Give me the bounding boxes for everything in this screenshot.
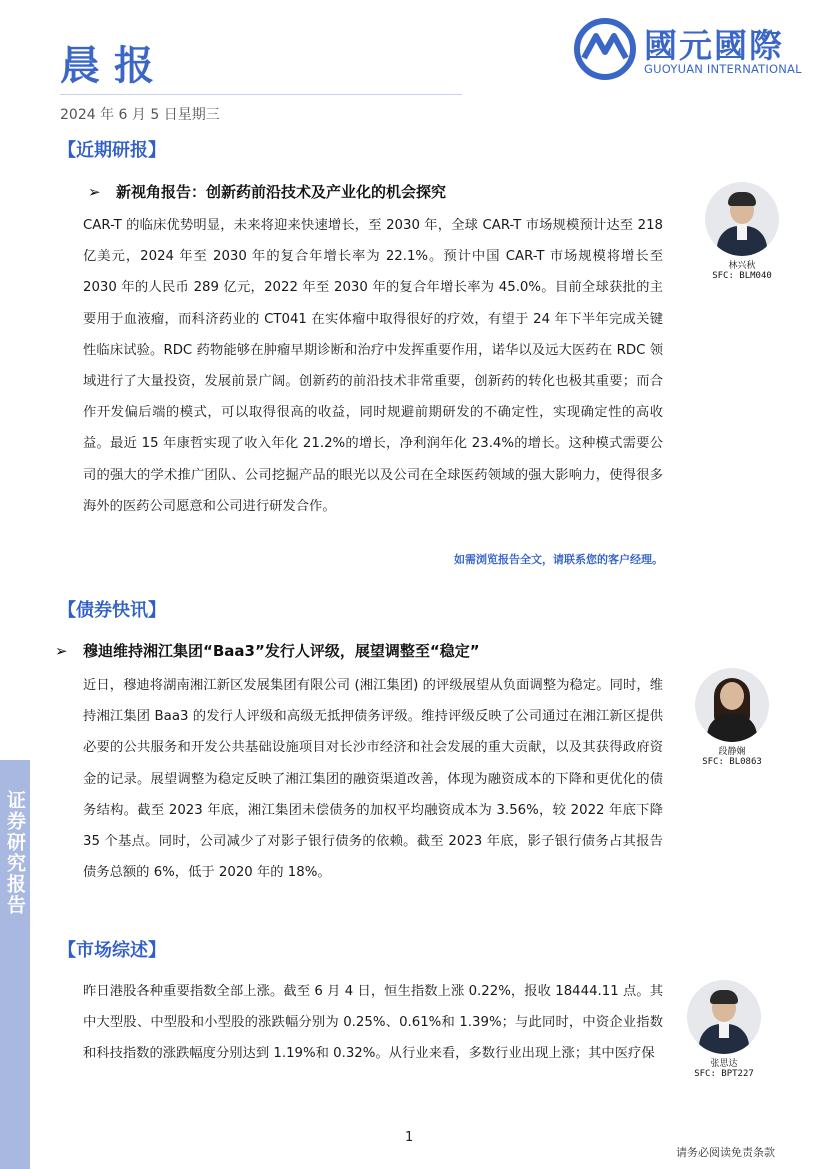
disclaimer-link[interactable]: 请务必阅读免责条款 [676, 1146, 775, 1159]
analyst-card-bonds [687, 668, 777, 767]
analyst-photo [695, 668, 769, 742]
page-title: 晨报 [60, 43, 168, 89]
header-divider [60, 94, 462, 95]
page-number: 1 [405, 1130, 414, 1145]
sidebar-label: 证券研究报告 [4, 790, 26, 916]
research-title-text: 新视角报告：创新药前沿技术及产业化的机会探究 [116, 183, 447, 201]
bonds-title [55, 640, 480, 661]
section-heading-bonds: 【债券快讯】 [58, 600, 166, 621]
bonds-title-text: 穆迪维持湘江集团“Baa3”发行人评级，展望调整至“稳定” [83, 642, 480, 660]
bonds-body: 近日，穆迪将湖南湘江新区发展集团有限公司 (湘江集团) 的评级展望从负面调整为稳定。同时，维持湘江集团 Baa3 的发行人评级和高级无抵押债务评级。维持评级反映了公司通过在湘江新区提供必要的公共服务和开发公共基础设施项目对长沙市经济和社会发展的重大贡献，以及其获得政府资金的记录。展望调整为稳定反映了湘江集团的融资渠道改善，体现为融资成本的下降和更优化的债务结构。截至 2023 年底，湘江集团未偿债务的加权平均融资成本为 3.56%，较 2022 年底下降 35 个基点。同时，公司减少了对影子银行债务的依赖。截至 2023 年底，影子银行债务占其报告债务总额的 6%，低于 2020 年的 18%。 [83, 678, 663, 881]
analyst-sfc: SFC: BPT227 [694, 1069, 754, 1079]
report-date: 2024 年 6 月 5 日星期三 [60, 107, 220, 123]
analyst-name: 林兴秋 [728, 261, 756, 271]
analyst-photo [687, 980, 761, 1054]
section-heading-market: 【市场综述】 [58, 940, 166, 961]
analyst-name: 张思达 [710, 1059, 738, 1069]
analyst-sfc: SFC: BLM040 [712, 271, 772, 281]
analyst-name: 段静娴 [718, 747, 746, 757]
analyst-sfc: SFC: BL0863 [702, 757, 762, 767]
research-body: CAR-T 的临床优势明显，未来将迎来快速增长，至 2030 年，全球 CAR-T 市场规模预计达至 218 亿美元，2024 年至 2030 年的复合年增长率为 22.1%。预计中国 CAR-T 市场规模将增长至 2030 年的人民币 289 亿元，2022 年至 2030 年的复合年增长率为 45.0%。目前全球获批的主要用于血液瘤，而科济药业的 CT041 在实体瘤中取得很好的疗效，有望于 24 年下半年完成关键性临床试验。RDC 药物能够在肿瘤早期诊断和治疗中发挥重要作用，诺华以及远大医药在 RDC 领域进行了大量投资，发展前景广阔。创新药的前沿技术非常重要，创新药的转化也极其重要；而合作开发偏后端的模式，可以取得很高的收益，同时规避前期研发的不确定性，实现确定性的高收益。最近 15 年康哲实现了收入年化 21.2%的增长，净利润年化 23.4%的增长。这种模式需要公司的强大的学术推广团队、公司挖掘产品的眼光以及公司在全球医药领域的强大影响力，使得很多海外的医药公司愿意和公司进行研发合作。 [83, 218, 663, 514]
analyst-photo [705, 182, 779, 256]
market-body: 昨日港股各种重要指数全部上涨。截至 6 月 4 日，恒生指数上涨 0.22%，报收 18444.11 点。其中大型股、中型股和小型股的涨跌幅分别为 0.25%、0.61%和 1.39%；与此同时，中资企业指数和科技指数的涨跌幅度分别达到 1.19%和 0.32%。从行业来看，多数行业出现上涨；其中医疗保 [83, 984, 663, 1062]
analyst-card-market [679, 980, 769, 1079]
section-heading-research: 【近期研报】 [58, 140, 166, 161]
company-logo [574, 18, 814, 80]
bullet-arrow-icon: ➢ [88, 183, 101, 201]
analyst-card-research [697, 182, 787, 281]
bullet-arrow-icon: ➢ [55, 642, 68, 660]
logo-mark-icon [574, 18, 636, 80]
logo-name-en: GUOYUAN INTERNATIONAL [644, 62, 802, 76]
read-more-note: 如需浏览报告全文，请联系您的客户经理。 [454, 553, 663, 566]
logo-name-cn: 國元國際 [644, 26, 784, 65]
research-title [88, 181, 446, 202]
